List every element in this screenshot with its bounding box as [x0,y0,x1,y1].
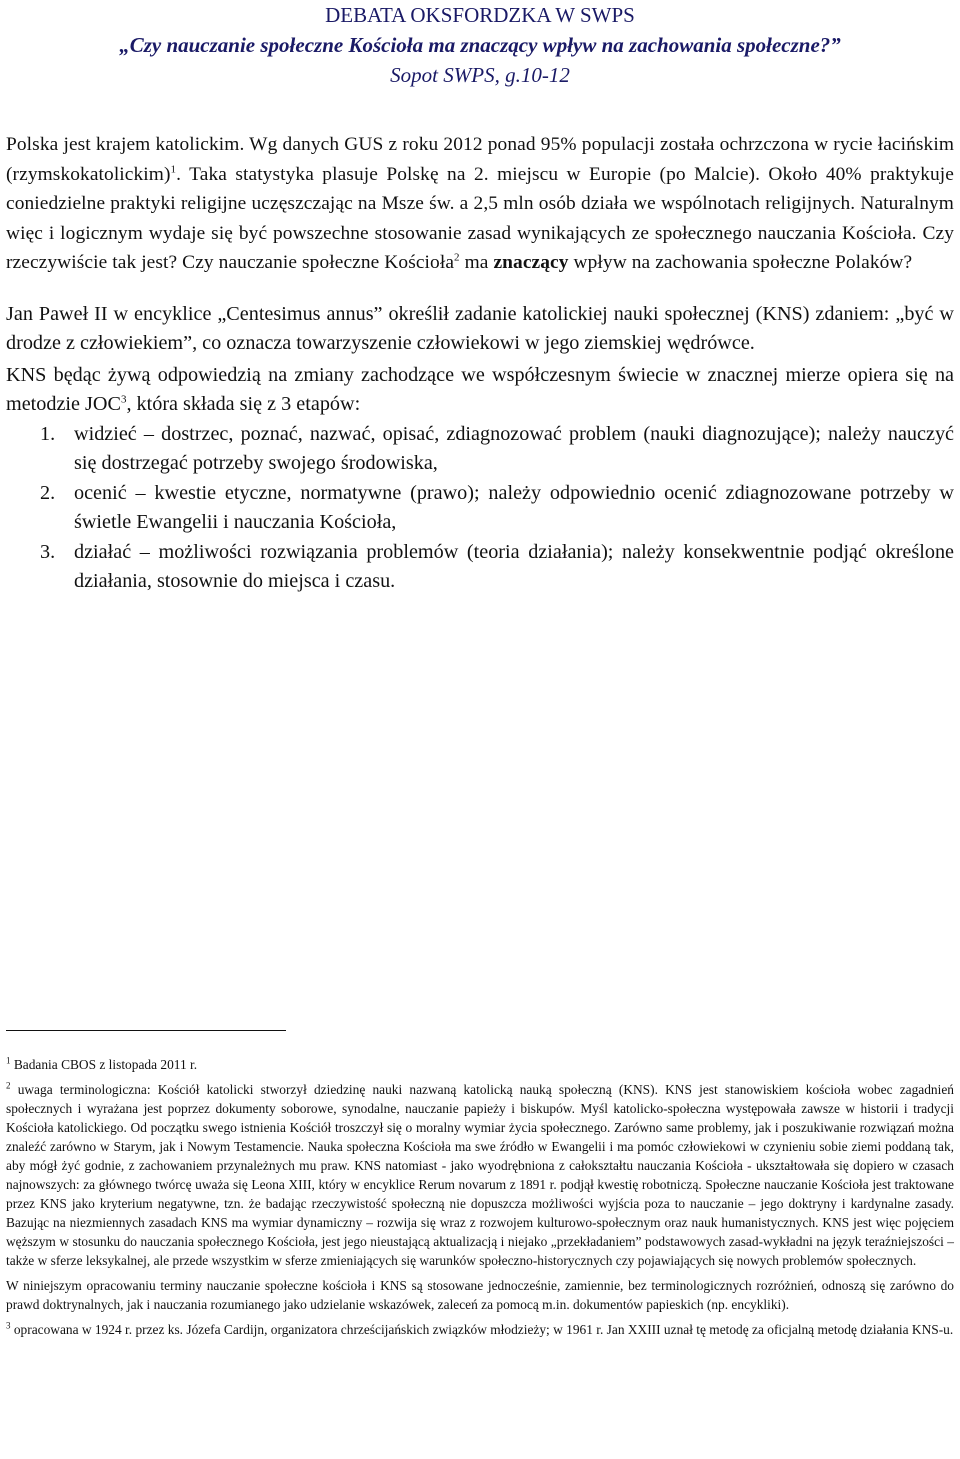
debate-question: „Czy nauczanie społeczne Kościoła ma znaczący wpływ na zachowania społeczne?” [119,33,841,57]
encyclical-paragraph: Jan Paweł II w encyklice „Centesimus annus” określił zadanie katolickiej nauki społecznej (KNS) zdaniem: „być w drodze z człowiekiem”, co oznacza towarzyszenie człowiekowi w jego ziemskiej wędrówce. [6,302,954,354]
method-text-a: KNS będąc żywą odpowiedzią na zmiany zachodzące we współczesnym świecie w znacznej mierze opiera się na metodzie JOC [6,363,954,415]
footnote-ref-2[interactable]: 2 [454,251,460,264]
list-item [6,538,954,597]
step-number: 3. [40,540,56,563]
step-number: 2. [40,481,56,504]
footnote-2 [6,1080,954,1270]
footnote-text: Badania CBOS z listopada 2011 r. [10,1057,198,1072]
document-body [6,130,954,597]
intro-text-b: . Taka statystyka plasuje Polskę na 2. miejscu w Europie (po Malcie). Około 40% praktykuje coniedzielne praktyki religijne uczęszczając na Msze św. a 2,5 mln osób działa we wspólnotach religijnych. Naturalnym więc i logicznym wydaje się być powszechne stosowanie zasad wynikających ze społecznego nauczania Kościoła. Czy rzeczywiście tak jest? Czy nauczanie społeczne Kościoła [6,163,954,273]
footnote-ref-1[interactable]: 1 [170,163,177,176]
document-header [6,0,954,90]
intro-paragraph [6,130,954,278]
footnote-mark: 1 [6,1055,11,1066]
method-steps-list [6,420,954,597]
footnote-mark: 2 [6,1080,11,1091]
footnote-text: W niniejszym opracowaniu terminy nauczanie społeczne kościoła i KNS są stosowane jednocześnie, zamiennie, bez terminologicznych rozróżnień, odnoszą się zarówno do prawd doktrynalnych, jak i nauczania rozumianego jako udzielanie wskazówek, zaleceń za pomocą m.in. dokumentów papieskich (np. encykliki). [6,1278,954,1312]
step-text: ocenić – kwestie etyczne, normatywne (prawo); należy odpowiednio ocenić zdiagnozowane potrzeby w świetle Ewangelii i nauczania Kościoła, [74,481,954,533]
footnote-text: uwaga terminologiczna: Kościół katolicki stworzył dziedzinę nauki nazwaną katolicką nauką społeczną (KNS). KNS jest stanowiskiem kościoła wobec zagadnień społecznych i wyrażana jest poprzez dokumenty soborowe, synodalne, nauczanie papieży i biskupów. Myśl katolicko-społeczna występowała zawsze w historii i tradycji Kościoła katolickiego. Od początku swego istnienia Kościół troszczył się o moralny wymiar życia społecznego. Zarówno same problemy, jak i poszukiwanie rozwiązań można znaleźć zarówno w Starym, jak i Nowym Testamencie. Nauka społeczna Kościoła ma swe źródło w Ewangelii i ma pomóc człowiekowi w czynieniu sobie ziemi poddaną tak, aby mógł żyć godnie, z zachowaniem przynależnych mu praw. KNS natomiast - jako wyodrębniona z całokształtu nauczania Kościoła - ukształtowała się dopiero w czasach najnowszych: za głównego twórcę uważa się Leona XIII, który w encyklice Rerum novarum z 1891 r. podjął kwestię robotniczą. Społeczne nauczanie Kościoła jest traktowane przez KNS jako kryterium negatywne, tzn. że badając rzeczywistość społeczną nie dopuszcza możliwości wyjścia poza to nauczanie – jego doktryny i kardynalne zasady. Bazując na niezmiennych zasadach KNS ma wymiar dynamiczny – rozwija się wraz z rozwojem kulturowo-społecznym oraz nauk humanistycznych. KNS jest więc pojęciem węższym w stosunku do nauczania społecznego Kościoła, jest jego nieustającą aktualizacją i niejako „przekładaniem” podstawowych zasad-wykładni na język teraźniejszości – także w sferze leksykalnej, ale przede wszystkim w sferze zmieniających się warunków społeczno-historycznych czy pojawiających się nowych problemów społecznych. [6,1082,954,1268]
step-text: widzieć – dostrzec, poznać, nazwać, opisać, zdiagnozować problem (nauki diagnozujące); należy nauczyć się dostrzegać potrzeby swojego środowiska, [74,422,954,474]
footnotes-section [6,1030,954,1345]
method-paragraph [6,361,954,420]
footnote-ref-3[interactable]: 3 [120,393,127,406]
intro-text-a: Polska jest krajem katolickim. Wg danych GUS z roku 2012 ponad 95% populacji została ochrzczona w rycie łacińskim (rzymskokatolickim) [6,134,954,185]
intro-text-c: ma [459,252,494,273]
footnote-1 [6,1055,954,1074]
footnote-text: opracowana w 1924 r. przez ks. Józefa Cardijn, organizatora chrześcijańskich związków młodzieży; w 1961 r. Jan XXIII uznał tę metodę za oficjalną metodę działania KNS-u. [10,1322,954,1337]
step-number: 1. [40,422,56,445]
footnote-divider [6,1030,286,1031]
debate-location-time: Sopot SWPS, g.10-12 [390,63,570,87]
method-text-b: , która składa się z 3 etapów: [126,393,361,415]
step-text: działać – możliwości rozwiązania problemów (teoria działania); należy konsekwentnie podjąć określone działania, stosownie do miejsca i czasu. [74,540,954,592]
list-item [6,420,954,479]
footnote-mark: 3 [6,1320,11,1331]
list-item [6,479,954,538]
intro-text-d: wpływ na zachowania społeczne Polaków? [568,252,913,273]
intro-bold-word: znaczący [493,252,569,273]
footnote-3 [6,1320,954,1339]
debate-title: DEBATA OKSFORDZKA W SWPS [325,3,635,27]
footnote-2-continued [6,1276,954,1314]
